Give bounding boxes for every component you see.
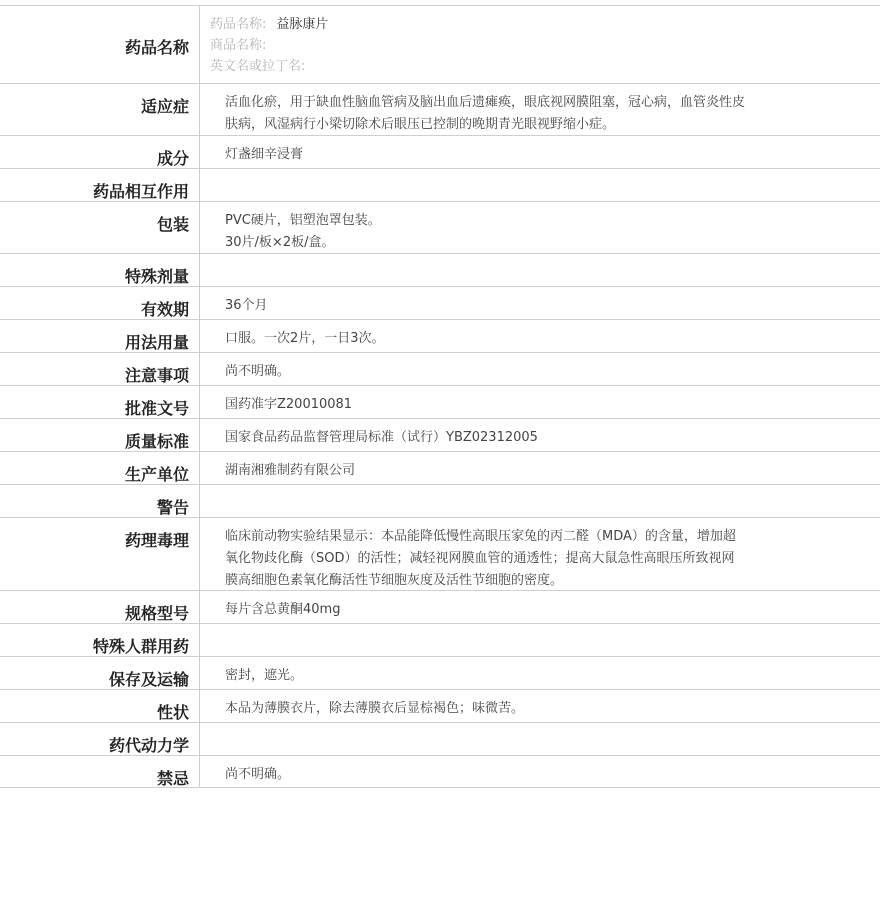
- row-value: [200, 353, 880, 385]
- text-line: 密封，遮光。: [225, 668, 304, 683]
- row-special-population: [0, 623, 880, 656]
- text-line: 每片含总黄酮40mg: [225, 602, 341, 617]
- generic-name-line: [210, 14, 870, 35]
- text-line: 国家食品药品监督管理局标准（试行）YBZ02312005: [225, 430, 538, 445]
- row-label: 药品名称: [0, 6, 200, 83]
- trade-name-line: [210, 35, 870, 56]
- row-usage: [0, 319, 880, 352]
- row-label: 药理毒理: [0, 518, 200, 590]
- row-label: 批准文号: [0, 386, 200, 418]
- drug-info-table: [0, 5, 880, 788]
- row-pharmacology: [0, 517, 880, 590]
- text-line: 尚不明确。: [225, 364, 291, 379]
- row-indications: [0, 83, 880, 135]
- row-value: [200, 485, 880, 517]
- row-shelf-life: [0, 286, 880, 319]
- text-line: PVC硬片，铝塑泡罩包装。: [225, 213, 381, 228]
- row-label: 药品相互作用: [0, 169, 200, 201]
- row-value: [200, 287, 880, 319]
- generic-name-value: 益脉康片: [276, 17, 329, 32]
- text-line: 30片/板×2板/盒。: [225, 235, 335, 250]
- row-label: 特殊剂量: [0, 254, 200, 286]
- text-line: 活血化瘀，用于缺血性脑血管病及脑出血后遗瘫痪，眼底视网膜阻塞，冠心病，血管炎性皮: [225, 95, 746, 110]
- row-label: 有效期: [0, 287, 200, 319]
- row-value: [200, 690, 880, 722]
- row-specification: [0, 590, 880, 623]
- trade-name-label: 商品名称:: [210, 38, 267, 53]
- row-packaging: [0, 201, 880, 253]
- row-value: [200, 723, 880, 755]
- row-value: [200, 591, 880, 623]
- row-label: 生产单位: [0, 452, 200, 484]
- row-value: [200, 254, 880, 286]
- row-label: 性状: [0, 690, 200, 722]
- row-label: 适应症: [0, 84, 200, 135]
- text-line: 膜高细胞色素氧化酶活性节细胞灰度及活性节细胞的密度。: [225, 573, 564, 588]
- row-special-dosage: [0, 253, 880, 286]
- row-label: 保存及运输: [0, 657, 200, 689]
- text-line: 尚不明确。: [225, 767, 291, 782]
- row-approval-number: [0, 385, 880, 418]
- text-line: 灯盏细辛浸膏: [225, 147, 304, 162]
- row-value: [200, 84, 880, 135]
- text-line: 口服。一次2片，一日3次。: [225, 331, 385, 346]
- row-value: [200, 624, 880, 656]
- row-quality-standard: [0, 418, 880, 451]
- row-storage: [0, 656, 880, 689]
- row-value: [200, 452, 880, 484]
- row-label: 包装: [0, 202, 200, 253]
- row-value: [200, 320, 880, 352]
- row-ingredients: [0, 135, 880, 168]
- row-value: [200, 419, 880, 451]
- row-value: [200, 518, 880, 590]
- row-value: [200, 6, 880, 83]
- generic-name-label: 药品名称:: [210, 17, 267, 32]
- row-pharmacokinetics: [0, 722, 880, 755]
- row-value: [200, 169, 880, 201]
- latin-name-label: 英文名或拉丁名:: [210, 59, 306, 74]
- row-warning: [0, 484, 880, 517]
- text-line: 国药准字Z20010081: [225, 397, 353, 412]
- row-label: 用法用量: [0, 320, 200, 352]
- row-label: 规格型号: [0, 591, 200, 623]
- row-contraindications: [0, 755, 880, 788]
- row-label: 药代动力学: [0, 723, 200, 755]
- text-line: 36个月: [225, 298, 268, 313]
- row-label: 注意事项: [0, 353, 200, 385]
- row-appearance: [0, 689, 880, 722]
- row-label: 警告: [0, 485, 200, 517]
- row-value: [200, 657, 880, 689]
- row-value: [200, 136, 880, 168]
- text-line: 氧化物歧化酶（SOD）的活性；减轻视网膜血管的通透性；提高大鼠急性高眼压所致视网: [225, 551, 735, 566]
- row-value: [200, 756, 880, 787]
- latin-name-line: [210, 56, 870, 77]
- row-label: 成分: [0, 136, 200, 168]
- row-manufacturer: [0, 451, 880, 484]
- row-value: [200, 386, 880, 418]
- row-drug-name: [0, 5, 880, 83]
- text-line: 肤病，风湿病行小梁切除术后眼压已控制的晚期青光眼视野缩小症。: [225, 117, 616, 132]
- row-label: 质量标准: [0, 419, 200, 451]
- row-precautions: [0, 352, 880, 385]
- text-line: 临床前动物实验结果显示：本品能降低慢性高眼压家兔的丙二醛（MDA）的含量，增加超: [225, 529, 736, 544]
- row-label: 禁忌: [0, 756, 200, 787]
- text-line: 本品为薄膜衣片，除去薄膜衣后显棕褐色；味微苦。: [225, 701, 525, 716]
- row-interactions: [0, 168, 880, 201]
- row-label: 特殊人群用药: [0, 624, 200, 656]
- text-line: 湖南湘雅制药有限公司: [225, 463, 356, 478]
- row-value: [200, 202, 880, 253]
